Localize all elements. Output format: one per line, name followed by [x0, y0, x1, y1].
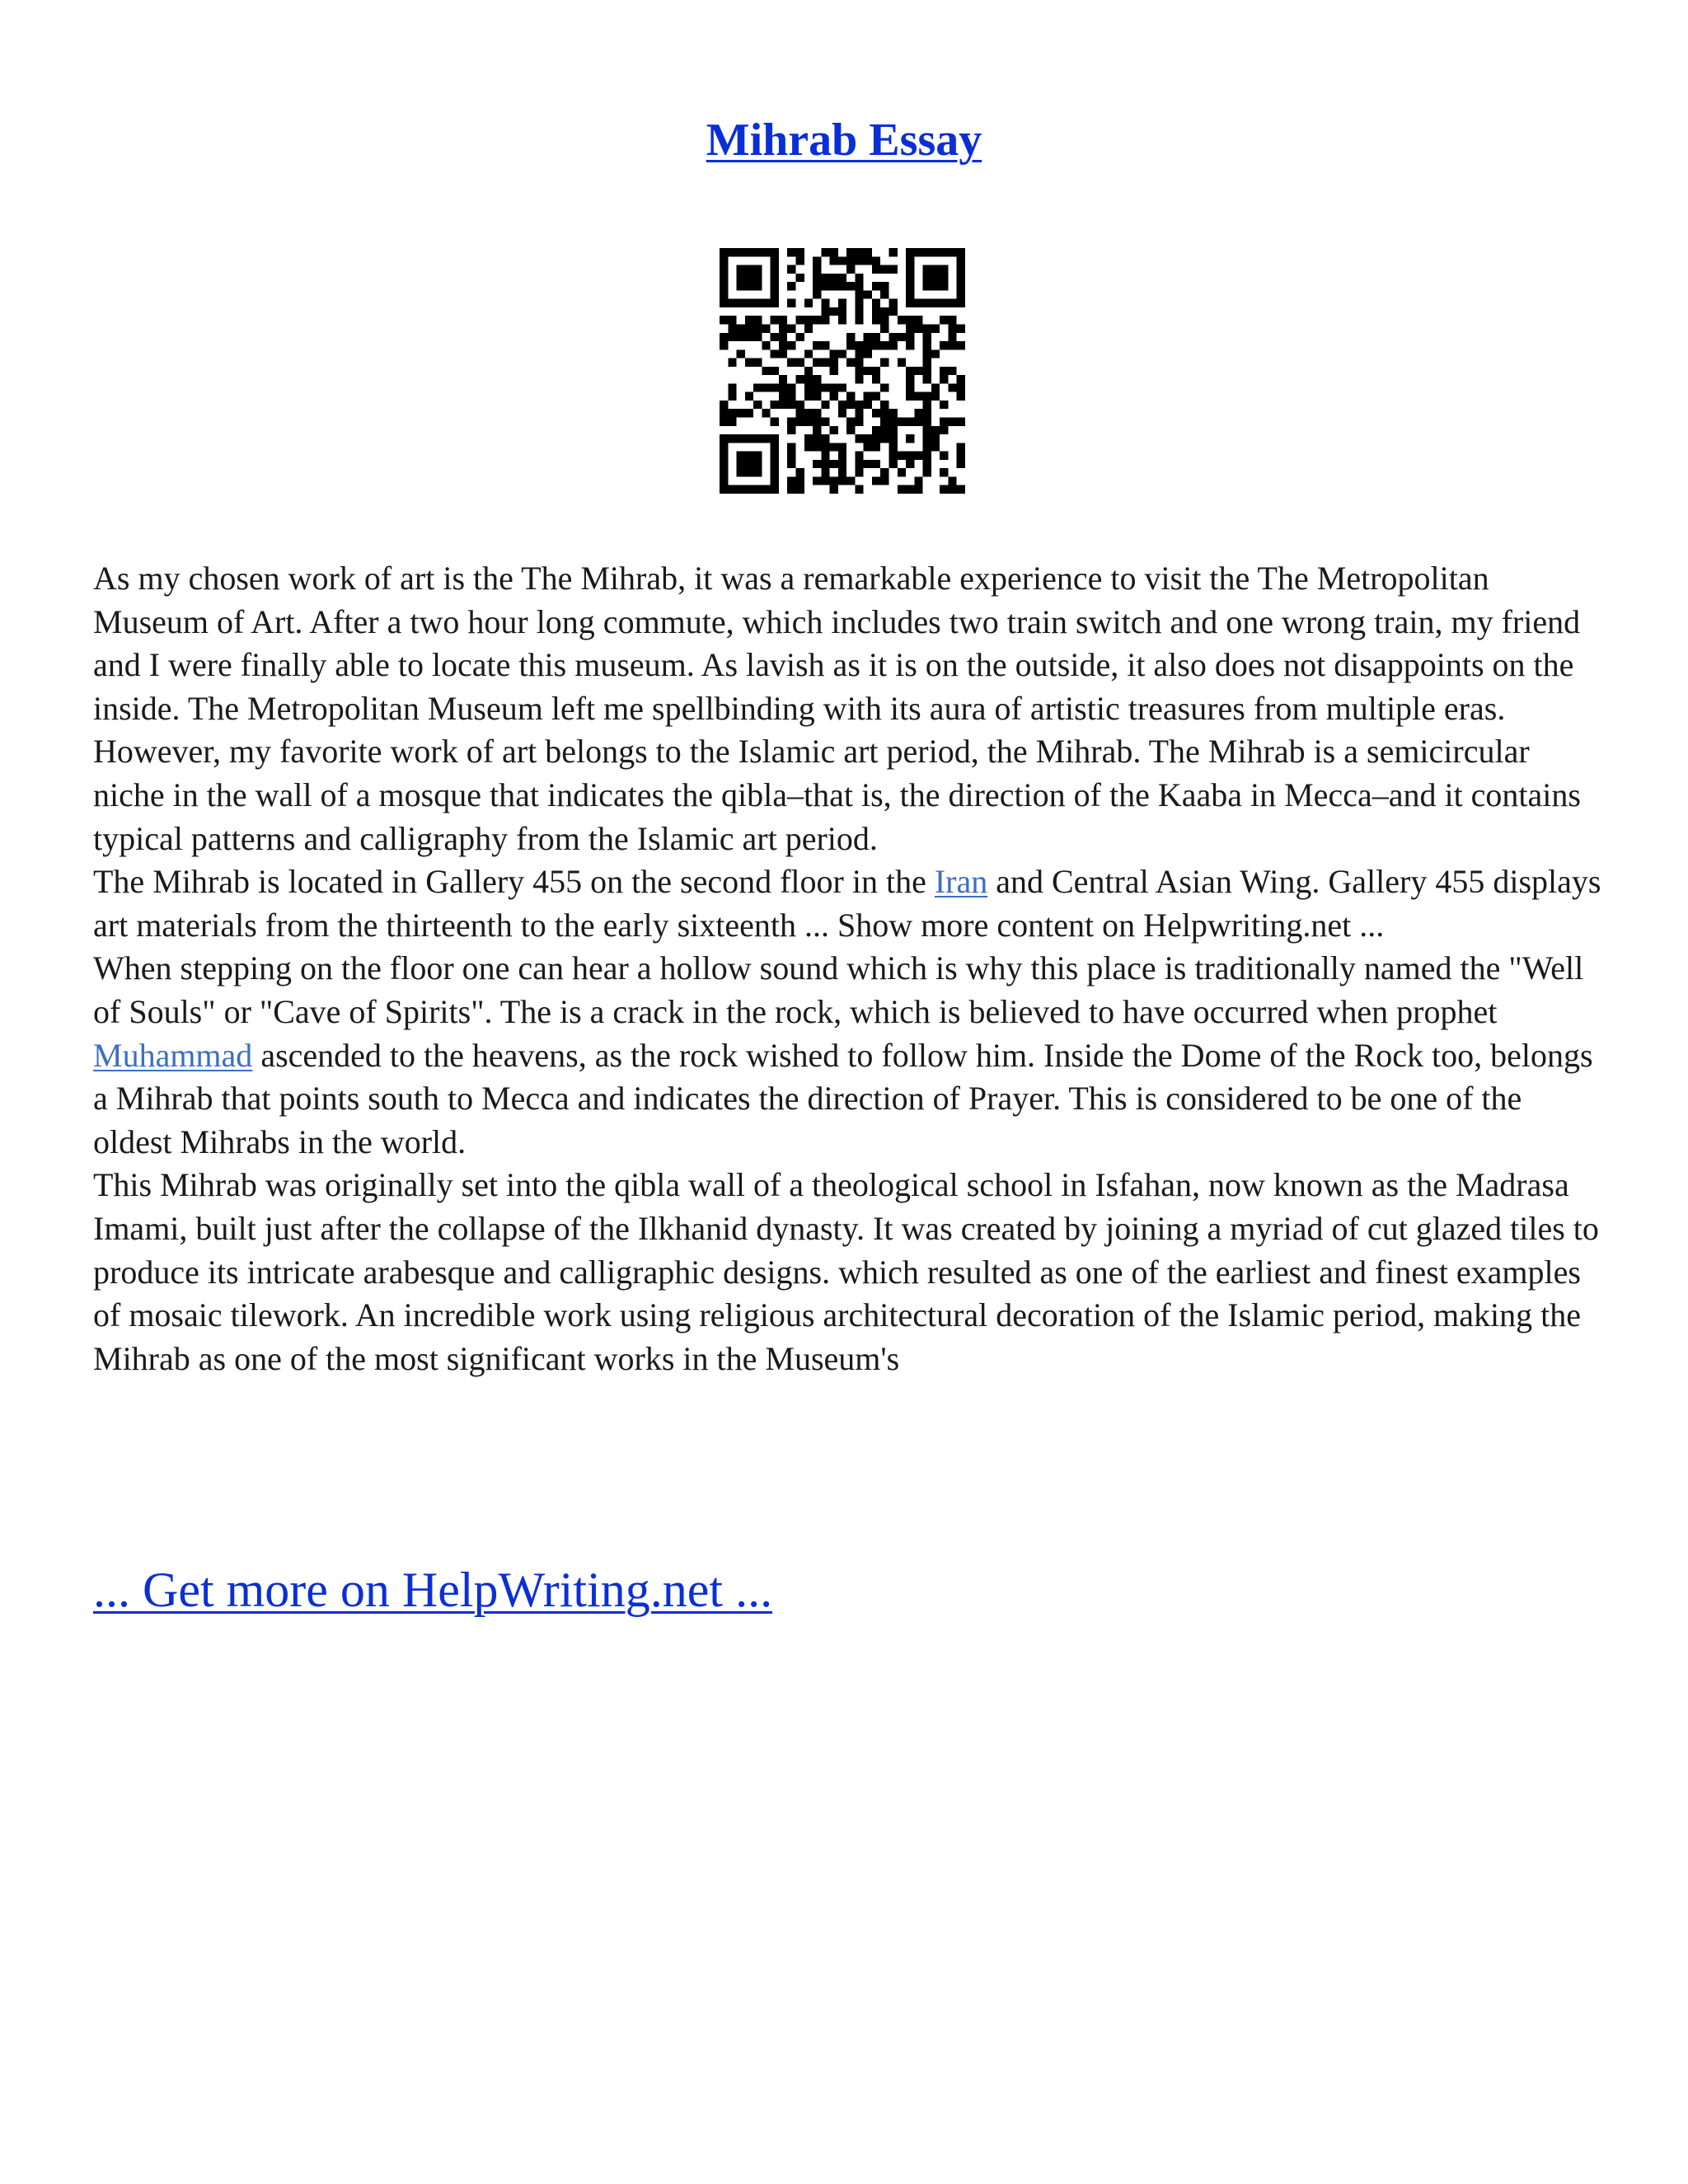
iran-link[interactable]: Iran [934, 863, 988, 901]
paragraph-3-text-after: ascended to the heavens, as the rock wished to follow him. Inside the Dome of the Rock too, belongs a Mihrab that points south to Mecca and indicates the direction of Prayer. This is considered to be one of the oldest Mihrabs in the world. [93, 1036, 1593, 1160]
muhammad-link[interactable]: Muhammad [93, 1036, 253, 1074]
qr-code-icon [720, 248, 965, 494]
essay-body [93, 557, 1601, 1380]
paragraph-2-text-before: The Mihrab is located in Gallery 455 on the second floor in the [93, 863, 935, 901]
paragraph-4: This Mihrab was originally set into the qibla wall of a theological school in Isfahan, now known as the Madrasa Imami, built just after the collapse of the Ilkhanid dynasty. It was created by joining a myriad of cut glazed tiles to produce its intricate arabesque and calligraphic designs. which resulted as one of the earliest and finest examples of mosaic tilework. An incredible work using religious architectural decoration of the Islamic period, making the Mihrab as one of the most significant works in the Museum's [93, 1166, 1599, 1377]
title-container [0, 114, 1688, 166]
paragraph-3 [93, 947, 1601, 1164]
paragraph-3-text-before: When stepping on the floor one can hear a hollow sound which is why this place is traditionally named the "Well of Souls" or "Cave of Spirits". The is a crack in the rock, which is believed to have occurred when prophet [93, 949, 1584, 1030]
paragraph-1: As my chosen work of art is the The Mihrab, it was a remarkable experience to visit the The Metropolitan Museum of Art. After a two hour long commute, which includes two train switch and one wrong train, my friend and I were finally able to locate this museum. As lavish as it is on the outside, it also does not disappoints on the inside. The Metropolitan Museum left me spellbinding with its aura of artistic treasures from multiple eras. However, my favorite work of art belongs to the Islamic art period, the Mihrab. The Mihrab is a semicircular niche in the wall of a mosque that indicates the qibla–that is, the direction of the Kaaba in Mecca–and it contains typical patterns and calligraphy from the Islamic art period. [93, 560, 1581, 857]
paragraph-2 [93, 860, 1601, 947]
page-title-link[interactable]: Mihrab Essay [706, 115, 982, 166]
get-more-link[interactable]: ... Get more on HelpWriting.net ... [93, 1563, 773, 1617]
paragraph-2-text-after: and Central Asian Wing. Gallery 455 displays art materials from the thirteenth to the early sixteenth ... Show more content on Helpwriting.net ... [93, 863, 1601, 944]
